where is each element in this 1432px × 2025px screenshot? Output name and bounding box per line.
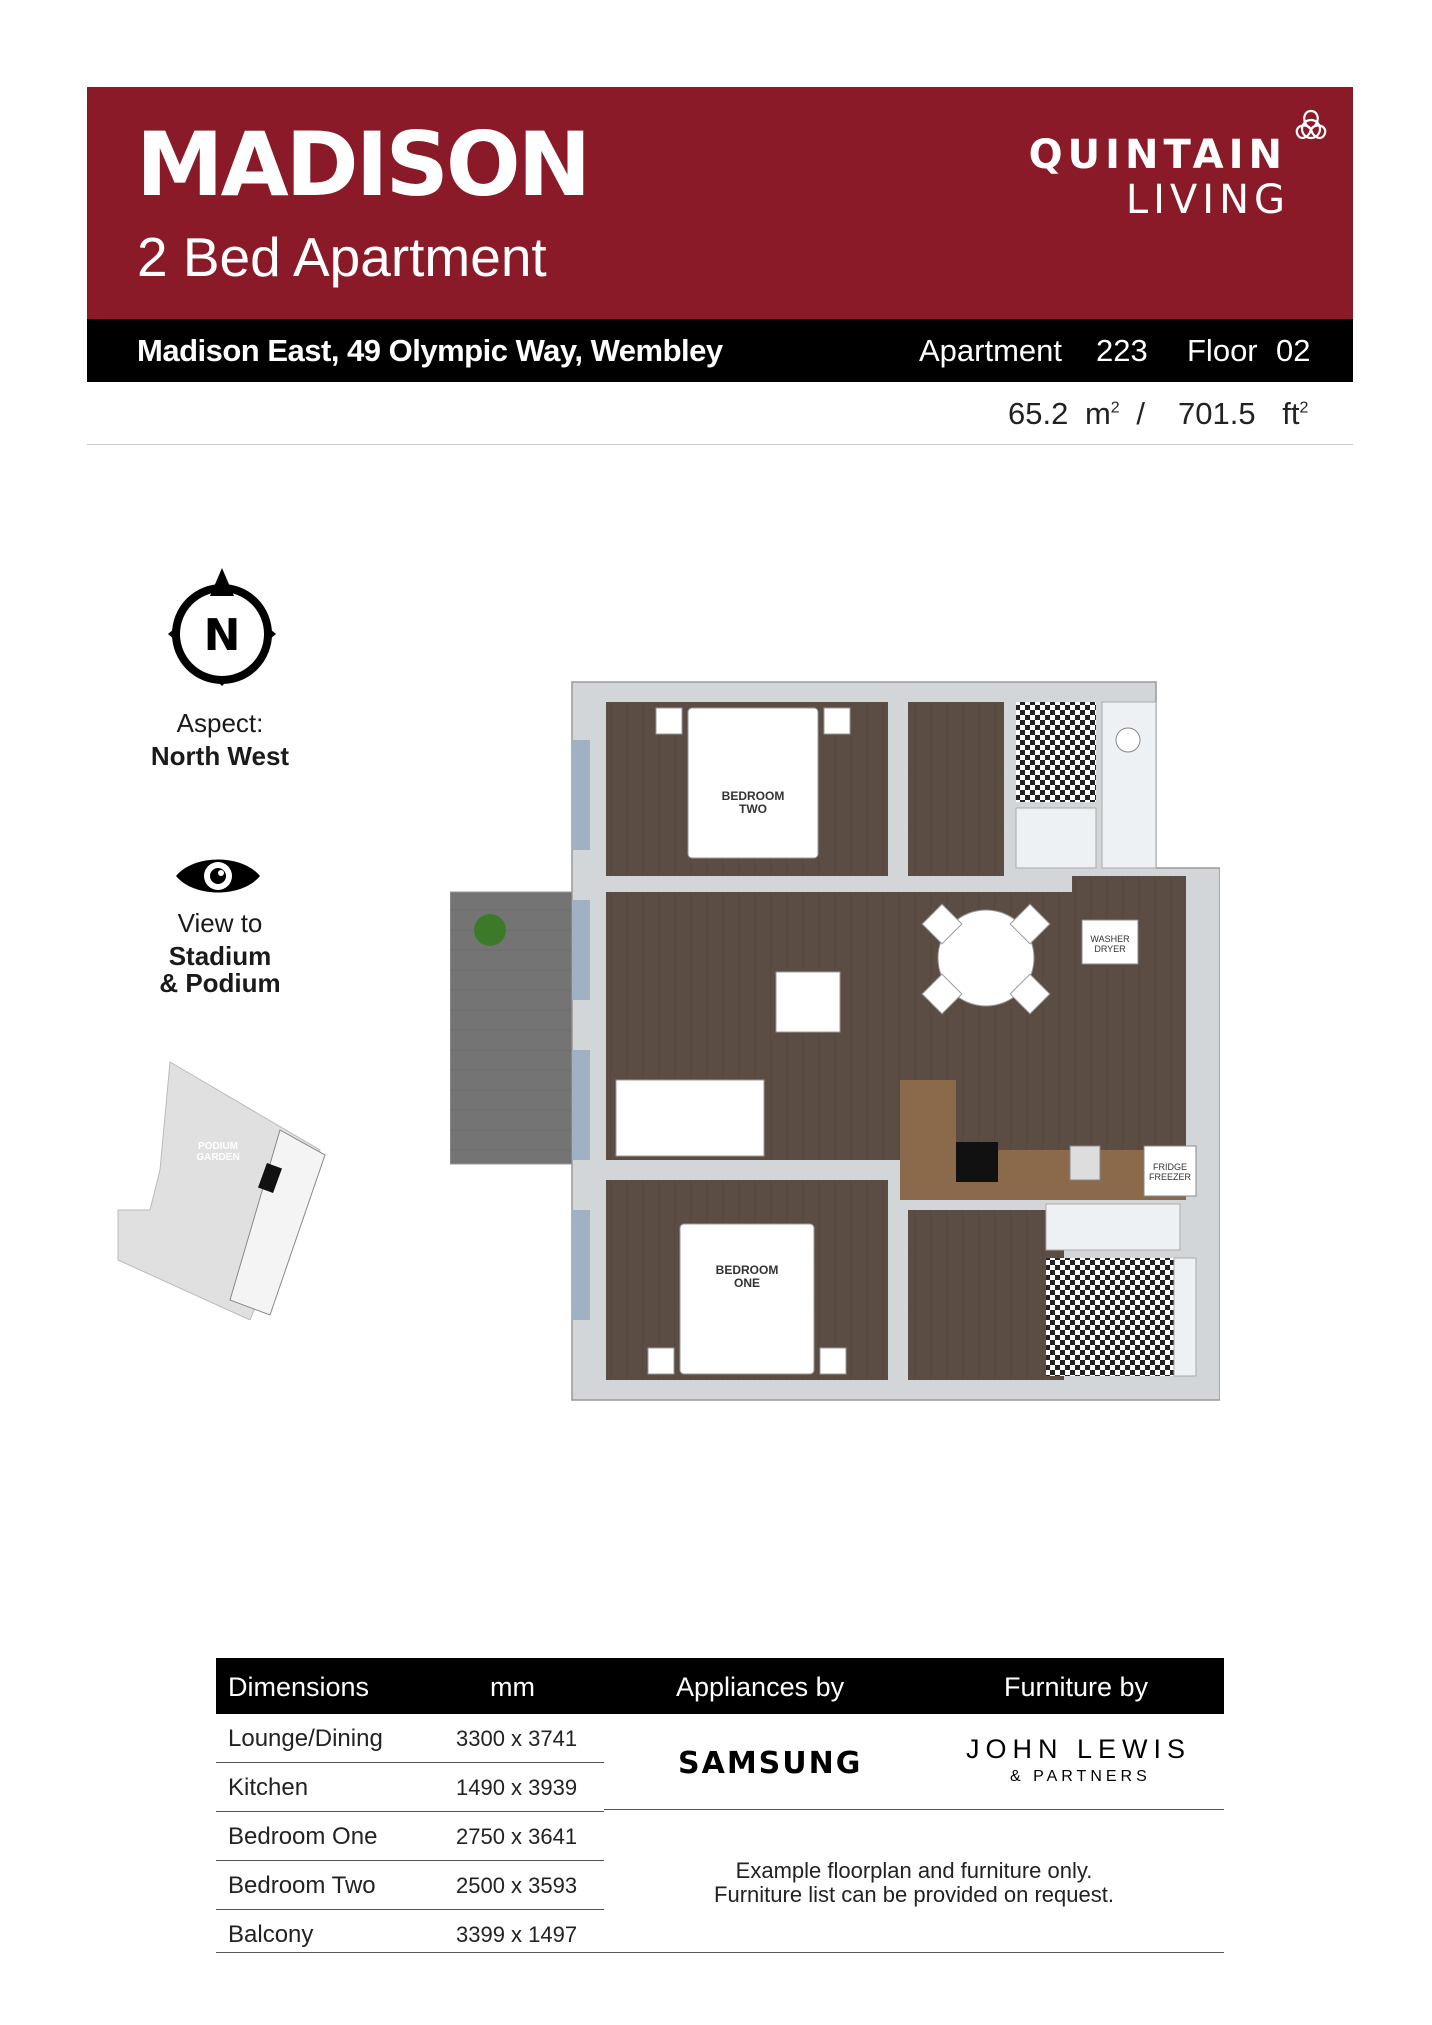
disclaimer-note: Example floorplan and furniture only. <box>735 1858 1093 1883</box>
window <box>572 900 590 1000</box>
table-row <box>216 1812 604 1861</box>
area-metric-value: 65.2 <box>1008 396 1069 431</box>
area-imperial <box>1178 396 1308 432</box>
site-plan-label-2: GARDEN <box>196 1152 240 1163</box>
site-plan-label: PODIUM <box>198 1141 238 1152</box>
bathroom-en-suite <box>1016 702 1096 802</box>
balcony <box>450 892 572 1164</box>
window <box>572 1210 590 1320</box>
view-value-2: & Podium <box>159 968 281 998</box>
bedroom-two-label-2: TWO <box>739 802 767 816</box>
row-room: Kitchen <box>228 1774 309 1801</box>
fridge-freezer-label-2: FREEZER <box>1148 1172 1192 1182</box>
header-dimensions: Dimensions <box>228 1672 370 1702</box>
bed-bedroom-one <box>680 1224 814 1374</box>
window <box>572 1050 590 1160</box>
aspect-value: North West <box>150 741 290 771</box>
table-row <box>216 1910 604 1958</box>
disclaimer-note-2: Furniture list can be provided on request. <box>714 1882 1114 1907</box>
armchair <box>776 972 840 1032</box>
header-mm: mm <box>490 1672 535 1702</box>
area-imperial-value: 701.5 <box>1178 396 1256 431</box>
divider <box>216 1952 1224 1953</box>
header-furniture: Furniture by <box>1004 1672 1149 1702</box>
sink <box>1070 1146 1100 1180</box>
row-room: Bedroom One <box>228 1823 378 1850</box>
address-text: Madison East, 49 Olympic Way, Wembley <box>137 333 723 368</box>
fridge-freezer-label: FRIDGE <box>1152 1162 1188 1172</box>
row-mm: 3300 x 3741 <box>456 1726 578 1751</box>
bathroom <box>1046 1258 1174 1376</box>
address-bar <box>87 319 1353 382</box>
john-lewis-logo: JOHN LEWIS <box>966 1734 1192 1764</box>
area-imperial-unit: ft <box>1282 396 1300 431</box>
apartment-label: Apartment <box>919 333 1063 368</box>
floor-label: Floor <box>1187 333 1258 368</box>
divider <box>87 444 1353 445</box>
area-metric <box>1008 396 1145 432</box>
table-row <box>216 1861 604 1910</box>
plant <box>474 914 506 946</box>
row-room: Balcony <box>228 1921 314 1948</box>
window <box>572 740 590 850</box>
row-mm: 3399 x 1497 <box>456 1922 578 1947</box>
table-row <box>216 1763 604 1812</box>
washer-dryer-label: WASHER <box>1090 934 1130 944</box>
compass-letter: N <box>203 610 241 661</box>
floorplan <box>450 680 1220 1405</box>
row-mm: 1490 x 3939 <box>456 1775 578 1800</box>
apartment-number: 223 <box>1096 333 1148 368</box>
row-mm: 2750 x 3641 <box>456 1824 578 1849</box>
bath <box>1046 1204 1180 1250</box>
brand-name: QUINTAIN <box>1028 132 1287 178</box>
view-label: View to <box>177 908 263 938</box>
page-subtitle: 2 Bed Apartment <box>137 226 547 288</box>
bedroom-one-label-2: ONE <box>733 1276 761 1290</box>
shower-tray <box>1016 808 1096 868</box>
area-metric-sup: 2 <box>1110 399 1120 417</box>
page-title: MADISON <box>136 113 589 216</box>
aspect-label: Aspect: <box>176 708 264 738</box>
area-separator: / <box>1136 396 1145 431</box>
brand-subname: LIVING <box>1125 177 1290 223</box>
eye-icon <box>174 852 262 900</box>
compass-north-icon <box>164 566 280 690</box>
header-appliances: Appliances by <box>676 1672 845 1702</box>
bed-bedroom-two <box>688 708 818 858</box>
bedroom-two-label: BEDROOM <box>721 789 785 803</box>
header-banner <box>87 87 1353 319</box>
floor-number: 02 <box>1276 333 1311 368</box>
bedroom-one-label: BEDROOM <box>715 1263 779 1277</box>
row-mm: 2500 x 3593 <box>456 1873 578 1898</box>
site-plan <box>110 1060 330 1320</box>
row-room: Lounge/Dining <box>228 1725 383 1752</box>
john-lewis-logo-sub: & PARTNERS <box>1010 1768 1151 1785</box>
washer-dryer-label-2: DRYER <box>1094 944 1126 954</box>
trefoil-knot-icon <box>1289 105 1333 149</box>
table-header <box>216 1658 1224 1714</box>
area-metric-unit: m <box>1084 396 1111 431</box>
samsung-logo: SAMSUNG <box>678 1746 863 1781</box>
area-imperial-sup: 2 <box>1299 399 1309 417</box>
view-value: Stadium <box>168 941 272 971</box>
sofa <box>616 1080 764 1156</box>
divider <box>604 1809 1224 1810</box>
row-room: Bedroom Two <box>228 1872 376 1899</box>
table-row <box>216 1714 604 1763</box>
hob <box>956 1142 998 1182</box>
